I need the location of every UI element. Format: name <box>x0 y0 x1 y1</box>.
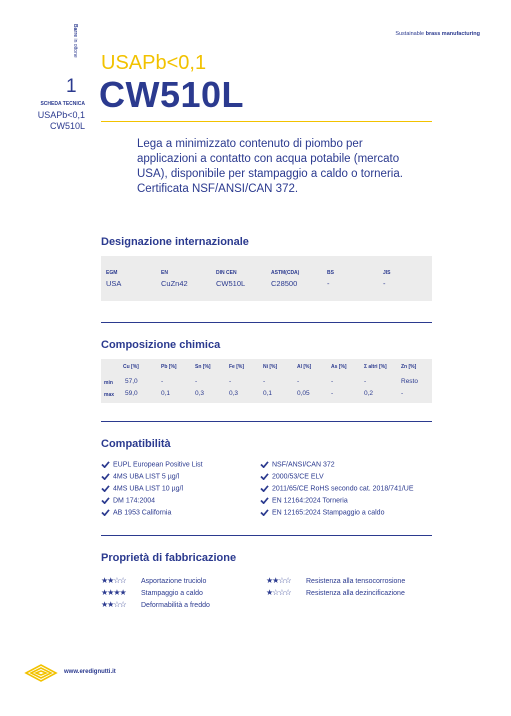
product-subtitle: USAPb<0,1 <box>101 52 207 74</box>
scheda-line2: CW510L <box>49 121 85 131</box>
comp-cell: 0,3 <box>195 390 205 397</box>
comp-cell: 0,3 <box>229 390 239 397</box>
comp-cell: - <box>229 378 232 385</box>
compat-item: EUPL European Positive List <box>101 461 203 468</box>
comp-cell: - <box>364 378 367 385</box>
rating-stars-icon: ★★☆☆ <box>101 600 126 609</box>
rating-stars-icon: ★★★★ <box>101 588 126 597</box>
comp-header: Ni [%] <box>263 364 278 370</box>
proprieta-item: ★★☆☆ Deformabilità a freddo <box>101 600 210 609</box>
comp-cell: - <box>263 378 266 385</box>
compat-item: DM 174:2004 <box>101 497 155 504</box>
comp-cell: 0,1 <box>161 390 171 397</box>
designazione-table <box>101 256 432 301</box>
section-divider <box>101 322 432 323</box>
check-icon <box>101 485 110 492</box>
comp-header: Pb [%] <box>161 364 177 370</box>
scheda-product <box>20 110 85 132</box>
compat-item: EN 12164:2024 Torneria <box>260 497 348 504</box>
company-logo-icon <box>24 663 58 683</box>
comp-cell: - <box>401 390 404 397</box>
comp-cell: - <box>297 378 300 385</box>
comp-header: Zn [%] <box>401 364 417 370</box>
check-icon <box>101 509 110 516</box>
scheda-label: SCHEDA TECNICA <box>40 101 85 107</box>
compat-item: 4MS UBA LIST 5 µg/l <box>101 473 179 480</box>
check-icon <box>101 497 110 504</box>
comp-header: Σ altri [%] <box>364 364 387 370</box>
comp-header: Fe [%] <box>229 364 244 370</box>
website-link[interactable]: www.eredignutti.it <box>64 669 116 675</box>
comp-header: Sn [%] <box>195 364 211 370</box>
comp-cell: Resto <box>401 378 418 385</box>
vertical-product-tag: Barre in ottone <box>72 24 78 58</box>
proprieta-heading: Proprietà di fabbricazione <box>101 552 237 564</box>
composizione-heading: Composizione chimica <box>101 339 221 351</box>
comp-cell: - <box>331 378 334 385</box>
check-icon <box>101 461 110 468</box>
comp-cell: - <box>195 378 198 385</box>
check-icon <box>260 509 269 516</box>
rating-stars-icon: ★☆☆☆ <box>266 588 291 597</box>
designazione-col: JIS - <box>383 270 391 288</box>
compatibilita-heading: Compatibilità <box>101 438 171 450</box>
designazione-heading: Designazione internazionale <box>101 236 249 248</box>
product-title: CW510L <box>99 74 245 115</box>
proprieta-item: ★★★★ Stampaggio a caldo <box>101 588 203 597</box>
compat-item: 2011/65/CE RoHS secondo cat. 2018/741/UE <box>260 485 414 492</box>
check-icon <box>260 473 269 480</box>
designazione-col: BS - <box>327 270 334 288</box>
rating-stars-icon: ★★☆☆ <box>266 576 291 585</box>
product-description: Lega a minimizzato contenuto di piombo per applicazioni a contatto con acqua potabile (mercato USA), disponibile per stampaggio a caldo o torneria. Certificata NSF/ANSI/CAN 372. <box>137 138 403 195</box>
section-divider <box>101 421 432 422</box>
scheda-line1: USAPb<0,1 <box>37 110 85 120</box>
comp-cell: 59,0 <box>125 390 138 397</box>
compat-item: 2000/53/CE ELV <box>260 473 324 480</box>
brand-tagline: Sustainable brass manufacturing <box>395 31 480 37</box>
rating-stars-icon: ★★☆☆ <box>101 576 126 585</box>
comp-row-label: min <box>104 380 113 386</box>
comp-cell: 0,2 <box>364 390 374 397</box>
section-divider <box>101 535 432 536</box>
compat-item: NSF/ANSI/CAN 372 <box>260 461 335 468</box>
comp-header: Cu [%] <box>123 364 139 370</box>
comp-cell: - <box>331 390 334 397</box>
comp-header: As [%] <box>331 364 347 370</box>
comp-cell: 57,0 <box>125 378 138 385</box>
title-divider <box>101 121 432 122</box>
check-icon <box>101 473 110 480</box>
compat-item: AB 1953 California <box>101 509 171 516</box>
comp-cell: 0,05 <box>297 390 310 397</box>
check-icon <box>260 485 269 492</box>
proprieta-item: ★☆☆☆ Resistenza alla dezincificazione <box>266 588 405 597</box>
comp-header: Al [%] <box>297 364 312 370</box>
composizione-table <box>101 359 432 403</box>
page-number: 1 <box>66 76 77 97</box>
compat-item: 4MS UBA LIST 10 µg/l <box>101 485 183 492</box>
comp-cell: 0,1 <box>263 390 273 397</box>
designazione-col: ASTM(CDA) C28500 <box>271 270 300 288</box>
proprieta-item: ★★☆☆ Resistenza alla tensocorrosione <box>266 576 406 585</box>
check-icon <box>260 497 269 504</box>
proprieta-item: ★★☆☆ Asportazione truciolo <box>101 576 207 585</box>
comp-cell: - <box>161 378 164 385</box>
compat-item: EN 12165:2024 Stampaggio a caldo <box>260 509 384 516</box>
designazione-col: DIN CEN CW510L <box>216 270 246 288</box>
designazione-col: EGM USA <box>106 270 122 288</box>
check-icon <box>260 461 269 468</box>
comp-row-label: max <box>104 392 115 398</box>
designazione-col: EN CuZn42 <box>161 270 188 288</box>
